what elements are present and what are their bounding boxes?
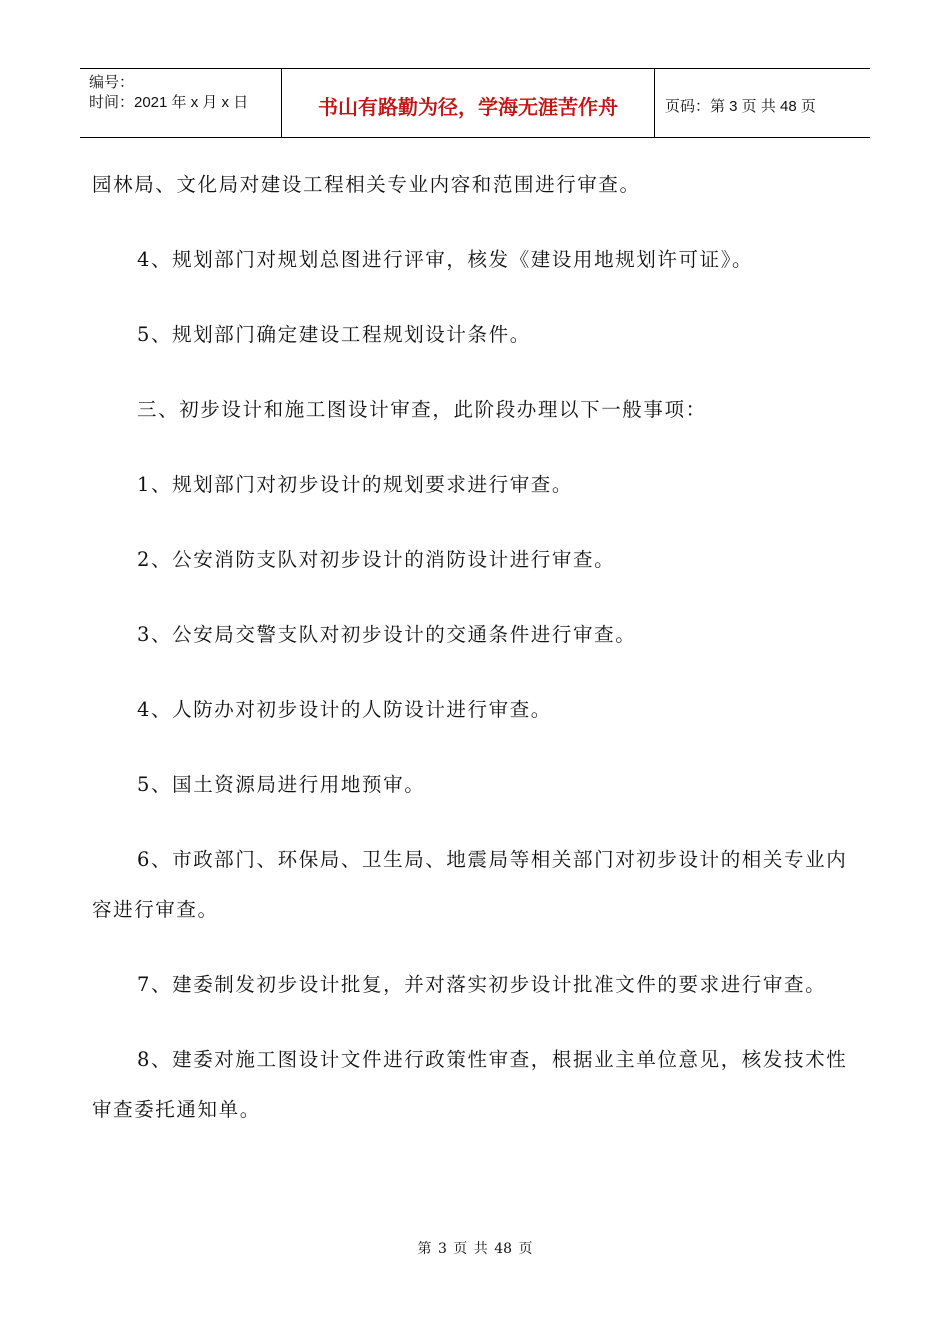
header-meta: [80, 69, 282, 137]
paragraph: 6、市政部门、环保局、卫生局、地震局等相关部门对初步设计的相关专业内容进行审查。: [92, 848, 848, 921]
header-motto: 书山有路勤为径，学海无涯苦作舟: [282, 69, 655, 137]
document-number-label: 编号：: [89, 74, 135, 91]
paragraph: 4、规划部门对规划总图进行评审，核发《建设用地规划许可证》。: [137, 248, 754, 271]
paragraph: 园林局、文化局对建设工程相关专业内容和范围进行审查。: [92, 173, 641, 196]
header-page-info: 页码：第 3 页 共 48 页: [665, 97, 816, 115]
paragraph: 7、建委制发初步设计批复，并对落实初步设计批准文件的要求进行审查。: [137, 973, 827, 996]
paragraph: 3、公安局交警支队对初步设计的交通条件进行审查。: [137, 623, 637, 646]
paragraph: 5、国土资源局进行用地预审。: [137, 773, 426, 796]
document-body: [92, 160, 862, 1160]
paragraph: 2、公安消防支队对初步设计的消防设计进行审查。: [137, 548, 616, 571]
section-heading: 三、初步设计和施工图设计审查，此阶段办理以下一般事项：: [137, 398, 707, 421]
page-header: [80, 68, 870, 138]
paragraph: 4、人防办对初步设计的人防设计进行审查。: [137, 698, 552, 721]
paragraph: 8、建委对施工图设计文件进行政策性审查，根据业主单位意见，核发技术性审查委托通知单。: [92, 1048, 848, 1121]
document-date: 时间：2021 年 x 月 x 日: [89, 94, 249, 111]
paragraph: 5、规划部门确定建设工程规划设计条件。: [137, 323, 531, 346]
paragraph: 1、规划部门对初步设计的规划要求进行审查。: [137, 473, 574, 496]
page-footer: 第 3 页 共 48 页: [417, 1241, 533, 1257]
